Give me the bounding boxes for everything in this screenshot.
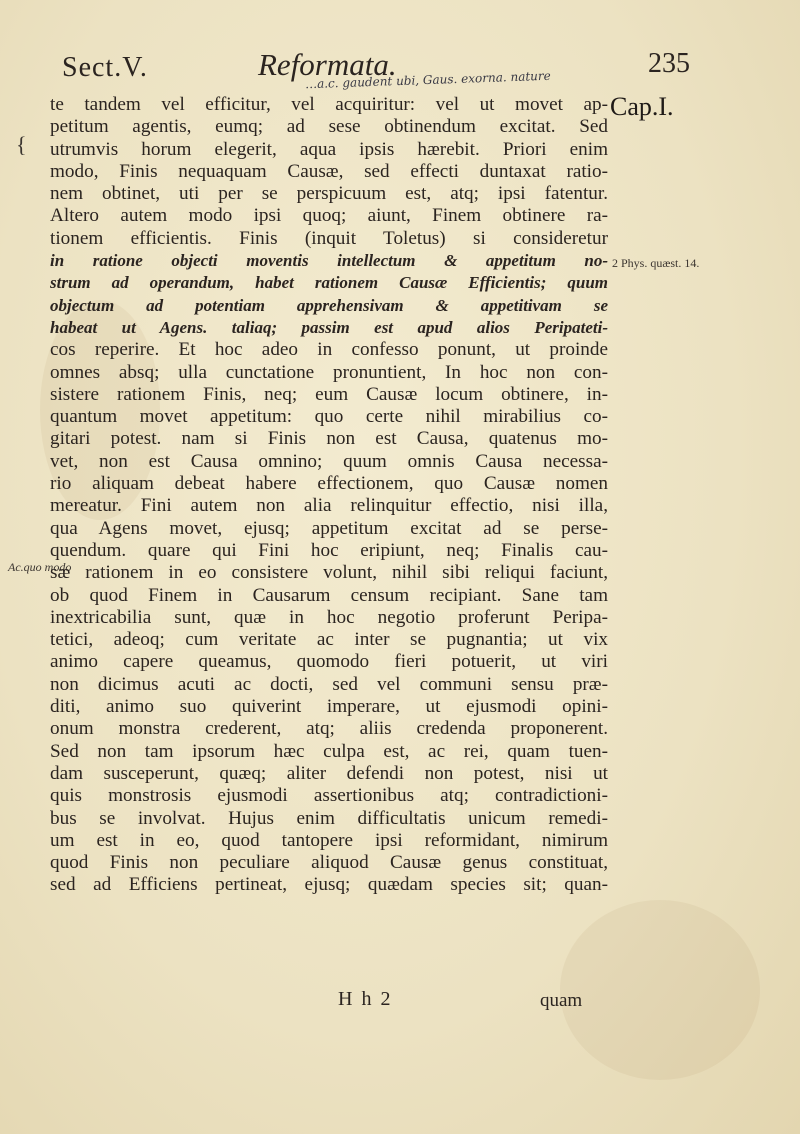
text-line: quendum. quare qui Fini hoc eripiunt, neq; Finalis cau- [50,539,608,561]
signature-mark: H h 2 [338,988,393,1010]
text-line: utrumvis horum elegerit, aqua ipsis hærebit. Priori enim [50,138,608,160]
text-line: mereatur. Fini autem non alia relinquitur effectio, nisi illa, [50,495,608,517]
text-line: sæ rationem in eo consistere volunt, nihil sibi reliqui faciunt, [50,562,608,584]
text-line: sed ad Efficiens pertineat, ejusq; quædam species sit; quan- [50,874,608,896]
section-heading: Sect.V. [62,52,148,83]
text-line: tionem efficientis. Finis (inquit Toletus) si consideretur [50,227,608,249]
text-line: tetici, adeoq; cum veritate ac inter se pugnantia; ut vix [50,629,608,651]
text-line: Altero autem modo ipsi quoq; aiunt, Finem obtinere ra- [50,205,608,227]
margin-note-left: Ac.quo modo [8,560,72,574]
text-line: um est in eo, quod tantopere ipsi reformidant, nimirum [50,829,608,851]
text-line: cos reperire. Et hoc adeo in confesso ponunt, ut proinde [50,339,608,361]
text-line: objectum ad potentiam apprehensivam & appetitivam se [50,295,608,315]
text-line: te tandem vel efficitur, vel acquiritur: vel ut movet ap- [50,94,608,115]
text-line: qua Agens movet, ejusq; appetitum excitat ad se perse- [50,517,608,539]
text-line: onum monstra crederent, atq; aliis credenda proponerent. [50,718,608,740]
text-line: petitum agentis, eumq; ad sese obtinendum excitat. Sed [50,116,608,138]
handwritten-gloss: …a.c. gaudent ubi, Gaus. exorna. nature [304,68,551,92]
text-line: modo, Finis nequaquam Causæ, sed effecti duntaxat ratio- [50,160,608,182]
margin-reference: 2 Phys. quæst. 14. [612,256,700,270]
paper-stain [560,900,760,1080]
text-line: habeat ut Agens. taliaq; passim est apud alios Peripateti- [50,317,608,337]
margin-bracket: { [16,132,27,157]
running-title: Reformata. [258,47,397,82]
text-line: omnes absq; ulla cunctatione pronuntient, In hoc non con- [50,361,608,383]
text-line: dam susceperunt, quæq; aliter defendi non potest, nisi ut [50,762,608,784]
text-line: Sed non tam ipsorum hæc culpa est, ac rei, quam tuen- [50,740,608,762]
text-line: in ratione objecti moventis intellectum & appetitum no- [50,251,608,271]
text-line: animo capere queamus, quomodo fieri potuerit, ut viri [50,651,608,673]
text-line: vet, non est Causa omnino; quum omnis Causa necessa- [50,450,608,472]
body-text [50,94,608,897]
text-line: strum ad operandum, habet rationem Causæ Efficientis; quum [50,273,608,293]
text-line: quod Finis non peculiare aliquod Causæ genus constituat, [50,852,608,874]
catchword: quam [540,990,583,1011]
text-line: inextricabilia sunt, quæ in hoc negotio proferunt Peripa- [50,606,608,628]
text-line: non dicimus acuti ac docti, sed vel communi sensu præ- [50,673,608,695]
text-line: diti, animo suo quiverint imperare, ut ejusmodi opini- [50,696,608,718]
page-number: 235 [648,48,690,79]
text-line: ob quod Finem in Causarum censum recipiant. Sane tam [50,584,608,606]
text-line: gitari potest. nam si Finis non est Causa, quatenus mo- [50,428,608,450]
text-line: nem obtinet, uti per se perspicuum est, atq; ipsi fatentur. [50,183,608,205]
text-line: quis monstrosis ejusmodi assertionibus atq; contradictioni- [50,785,608,807]
text-line: quantum movet appetitum: quo certe nihil mirabilius co- [50,406,608,428]
text-line: rio aliquam debeat habere effectionem, quo Causæ nomen [50,473,608,495]
chapter-label: Cap.I. [610,92,674,121]
text-line: bus se involvat. Hujus enim difficultatis unicum remedi- [50,807,608,829]
text-line: sistere rationem Finis, neq; eum Causæ locum obtinere, in- [50,383,608,405]
